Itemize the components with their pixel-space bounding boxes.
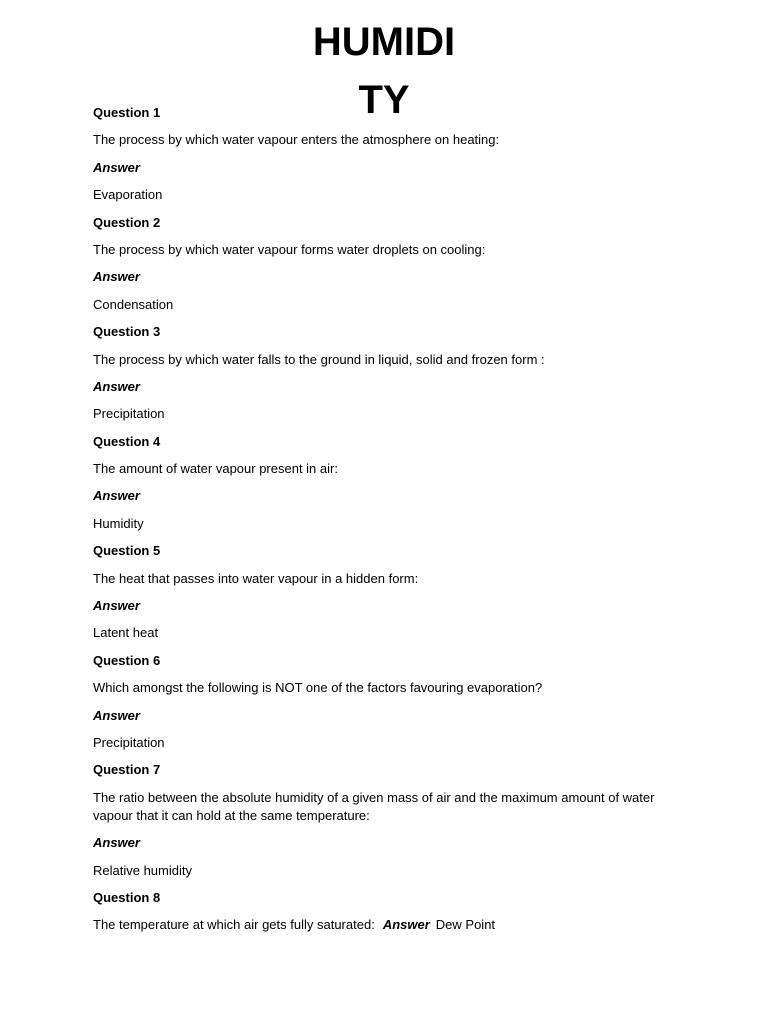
question-1-answer: Evaporation	[93, 187, 163, 203]
question-1-answer-label: Answer	[93, 159, 140, 175]
question-1-heading: Question 1	[93, 105, 161, 120]
question-8-answer-label: Answer	[382, 917, 430, 933]
question-7-text: The ratio between the absolute humidity of a given mass of air and the maximum amount of water vapour that it can hold at the same temperature:	[93, 789, 655, 823]
question-2-heading: Question 2	[93, 214, 161, 230]
question-5-heading: Question 5	[93, 543, 161, 559]
question-2-text: The process by which water vapour forms water droplets on cooling:	[93, 241, 486, 257]
question-7-heading: Question 7	[93, 762, 161, 778]
question-5-answer: Latent heat	[93, 625, 159, 641]
question-5-answer-label: Answer	[93, 598, 140, 614]
question-3-heading: Question 3	[93, 324, 161, 340]
question-8-heading: Question 8	[93, 889, 161, 905]
question-6-text: Which amongst the following is NOT one of the factors favouring evaporation?	[93, 680, 543, 696]
page-title-line-1: HUMIDI	[312, 20, 456, 64]
question-6-heading: Question 6	[93, 652, 161, 668]
question-2-answer-label: Answer	[93, 269, 140, 285]
question-6-answer: Precipitation	[93, 734, 165, 750]
question-8-text: The temperature at which air gets fully saturated:	[93, 917, 375, 933]
question-8-answer: Dew Point	[435, 917, 496, 933]
question-5-text: The heat that passes into water vapour in a hidden form:	[93, 570, 419, 586]
question-4-heading: Question 4	[93, 433, 161, 449]
question-3-answer-label: Answer	[93, 378, 140, 394]
question-7-answer-label: Answer	[93, 835, 140, 851]
question-3-answer: Precipitation	[93, 406, 165, 422]
question-4-text: The amount of water vapour present in air:	[93, 461, 338, 477]
page-title-line-2: TY	[358, 78, 410, 122]
question-1-text: The process by which water vapour enters the atmosphere on heating:	[93, 132, 500, 148]
question-list	[93, 104, 673, 944]
question-3-text: The process by which water falls to the ground in liquid, solid and frozen form :	[93, 351, 545, 367]
question-4-answer-label: Answer	[93, 488, 140, 504]
question-2-answer: Condensation	[93, 296, 174, 312]
question-6-answer-label: Answer	[93, 707, 140, 723]
question-4-answer: Humidity	[93, 515, 144, 531]
question-8-row	[93, 916, 673, 934]
question-7-answer: Relative humidity	[93, 862, 192, 878]
